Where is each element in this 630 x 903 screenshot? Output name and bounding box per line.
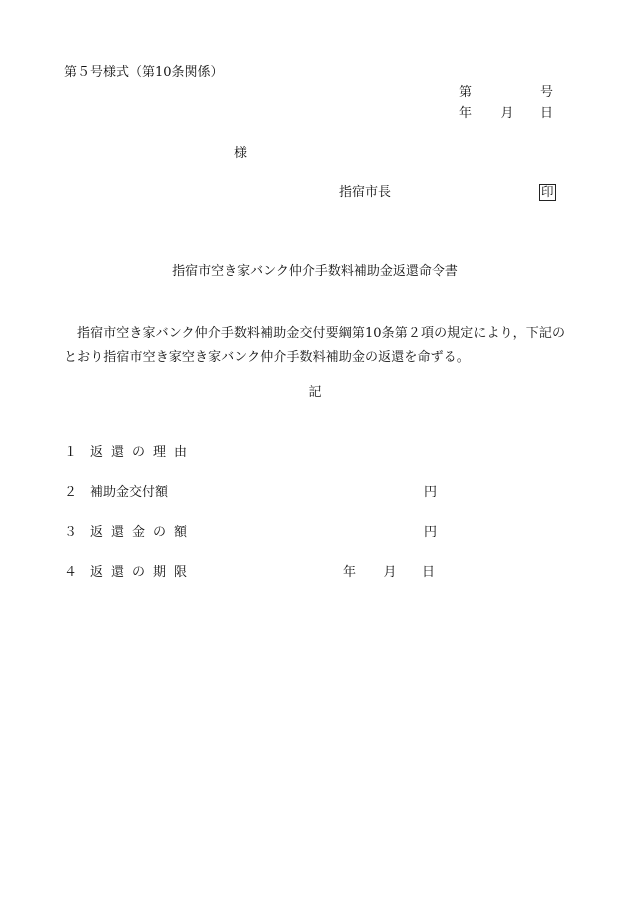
date-year: 年 [459,106,473,121]
document-number-prefix: 第 [459,85,473,100]
document-number [459,86,553,99]
document-date [459,107,553,120]
body-line-2: とおり指宿市空き家空き家バンク仲介手数料補助金の返還を命ずる。 [64,350,470,365]
item-number: ４ [64,565,78,580]
item-label: 返還金の額 [90,525,196,540]
item-label: 返還の期限 [90,565,196,580]
deadline-year: 年 [343,565,357,580]
deadline-date [343,566,435,579]
item-label: 返還の理由 [90,445,196,460]
document-title: 指宿市空き家バンク仲介手数料補助金返還命令書 [172,264,458,279]
item-label: 補助金交付額 [90,485,169,500]
document-number-suffix: 号 [539,85,553,100]
item-number: ２ [64,485,78,500]
seal-mark: 印 [541,184,554,199]
ki-heading: 記 [308,385,322,400]
date-day: 日 [539,106,553,121]
item-unit-yen: 円 [424,525,438,540]
item-number: ３ [64,525,78,540]
issuer-title: 指宿市長 [339,185,392,200]
item-number: １ [64,445,78,460]
body-paragraph [64,322,576,370]
body-line-1: 指宿市空き家バンク仲介手数料補助金交付要綱第10条第２項の規定により，下記の [77,326,566,341]
deadline-month: 月 [383,565,397,580]
recipient-suffix: 様 [234,146,248,161]
item-unit-yen: 円 [424,485,438,500]
form-label: 第５号様式（第10条関係） [64,65,224,80]
date-month: 月 [500,106,514,121]
deadline-day: 日 [421,565,435,580]
